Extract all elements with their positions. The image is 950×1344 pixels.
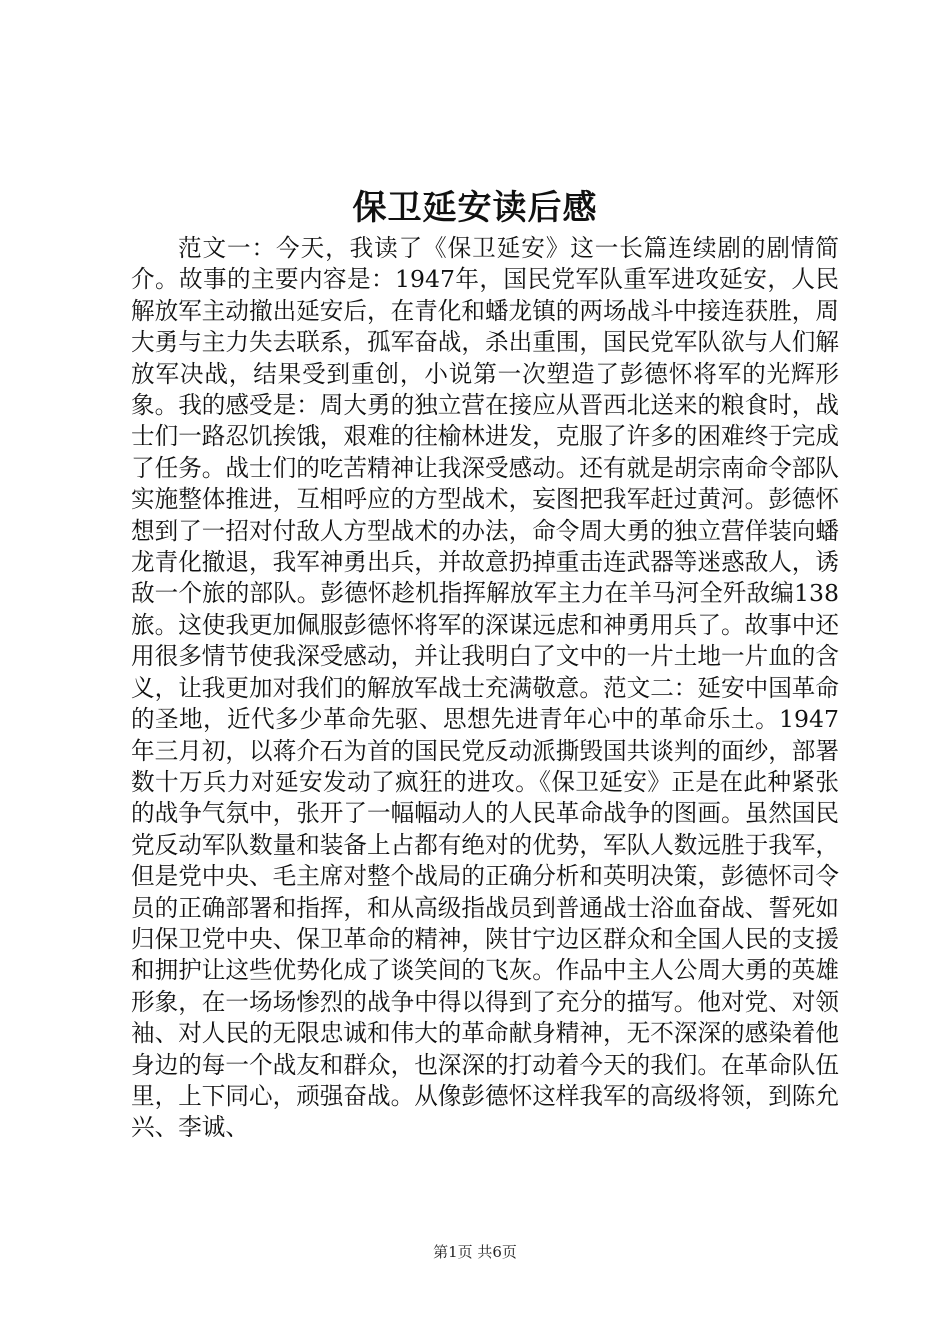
page-footer: 第1页 共6页 — [433, 1243, 517, 1261]
document-title: 保卫延安读后感 — [352, 188, 598, 228]
document-body: 范文一：今天，我读了《保卫延安》这一长篇连续剧的剧情简介。故事的主要内容是：1947年，国民党军队重军进攻延安，人民解放军主动撤出延安后，在青化和蟠龙镇的两场战斗中接连获胜，周大勇与主力失去联系，孤军奋战，杀出重围，国民党军队欲与人们解放军决战，结果受到重创，小说第一次塑造了彭德怀将军的光辉形象。我的感受是：周大勇的独立营在接应从晋西北送来的粮食时，战士们一路忍饥挨饿，艰难的往榆林进发，克服了许多的困难终于完成了任务。战士们的吃苦精神让我深受感动。还有就是胡宗南命令部队实施整体推进，互相呼应的方型战术，妄图把我军赶过黄河。彭德怀想到了一招对付敌人方型战术的办法，命令周大勇的独立营佯装向蟠龙青化撤退，我军神勇出兵，并故意扔掉重击连武器等迷惑敌人，诱敌一个旅的部队。彭德怀趁机指挥解放军主力在羊马河全歼敌编138旅。这使我更加佩服彭德怀将军的深谋远虑和神勇用兵了。故事中还用很多情节使我深受感动，并让我明白了文中的一片土地一片血的含义，让我更加对我们的解放军战士充满敬意。范文二：延安中国革命的圣地，近代多少革命先驱、思想先进青年心中的革命乐土。1947年三月初，以蒋介石为首的国民党反动派撕毁国共谈判的面纱，部署数十万兵力对延安发动了疯狂的进攻。《保卫延安》正是在此种紧张的战争气氛中，张开了一幅幅动人的人民革命战争的图画。虽然国民党反动军队数量和装备上占都有绝对的优势，军队人数远胜于我军，但是党中央、毛主席对整个战局的正确分析和英明决策，彭德怀司令员的正确部署和指挥，和从高级指战员到普通战士浴血奋战、誓死如归保卫党中央、保卫革命的精神，陕甘宁边区群众和全国人民的支援和拥护让这些优势化成了谈笑间的飞灰。作品中主人公周大勇的英雄形象，在一场场惨烈的战争中得以得到了充分的描写。他对党、对领袖、对人民的无限忠诚和伟大的革命献身精神，无不深深的感染着他身边的每一个战友和群众，也深深的打动着今天的我们。在革命队伍里，上下同心，顽强奋战。从像彭德怀这样我军的高级将领，到陈允兴、李诚、 — [131, 234, 839, 1142]
